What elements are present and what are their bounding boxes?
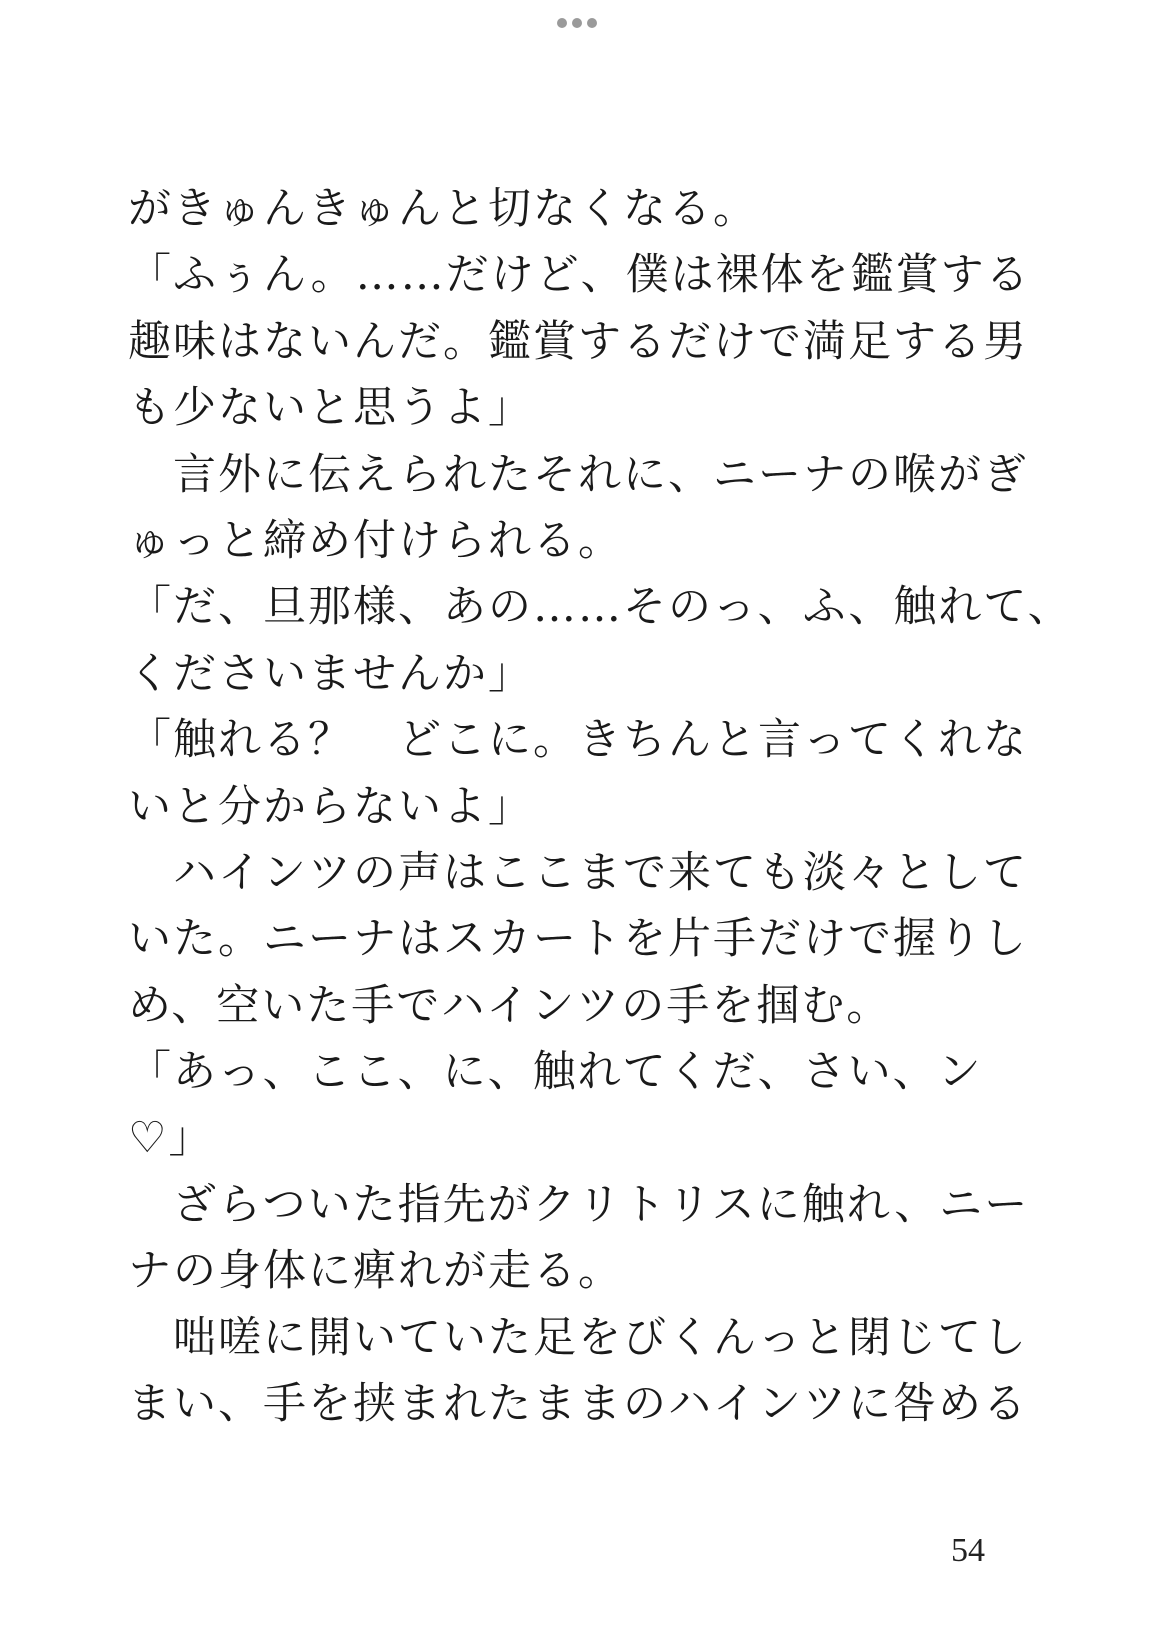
text-line: まい、手を挟まれたままのハインツに咎める bbox=[128, 1379, 1028, 1430]
text-line: いと分からないよ」 bbox=[128, 781, 533, 832]
page-body-text bbox=[128, 176, 1073, 1437]
menu-dot bbox=[587, 18, 597, 28]
text-line: 言外に伝えられたそれに、ニーナの喉がぎ bbox=[128, 449, 1028, 500]
more-options-icon[interactable] bbox=[557, 18, 597, 28]
text-line: ♡」 bbox=[128, 1113, 214, 1164]
text-line: め、空いた手でハインツの手を掴む。 bbox=[128, 980, 892, 1031]
menu-dot bbox=[557, 18, 567, 28]
text-line: 「だ、旦那様、あの……そのっ、ふ、触れて、 bbox=[128, 582, 1073, 633]
text-line: いた。ニーナはスカートを片手だけで握りし bbox=[128, 914, 1028, 965]
text-line: 趣味はないんだ。鑑賞するだけで満足する男 bbox=[128, 316, 1028, 367]
text-line: くださいませんか」 bbox=[128, 648, 533, 699]
text-line: 「あっ、ここ、に、触れてくだ、さい、ン bbox=[128, 1047, 983, 1098]
menu-dot bbox=[572, 18, 582, 28]
text-line: ハインツの声はここまで来ても淡々として bbox=[128, 847, 1028, 898]
text-line: 咄嗟に開いていた足をびくんっと閉じてし bbox=[128, 1312, 1028, 1363]
text-line: も少ないと思うよ」 bbox=[128, 383, 533, 434]
text-line: ざらついた指先がクリトリスに触れ、ニー bbox=[128, 1179, 1030, 1230]
text-line: がきゅんきゅんと切なくなる。 bbox=[128, 184, 758, 234]
text-line: 「触れる？ どこに。きちんと言ってくれな bbox=[128, 715, 1028, 766]
text-line: ナの身体に痺れが走る。 bbox=[128, 1246, 623, 1297]
text-line: ゅっと締め付けられる。 bbox=[128, 515, 623, 566]
page-number: 54 bbox=[951, 1532, 985, 1569]
text-line: 「ふぅん。……だけど、僕は裸体を鑑賞する bbox=[128, 250, 1031, 301]
